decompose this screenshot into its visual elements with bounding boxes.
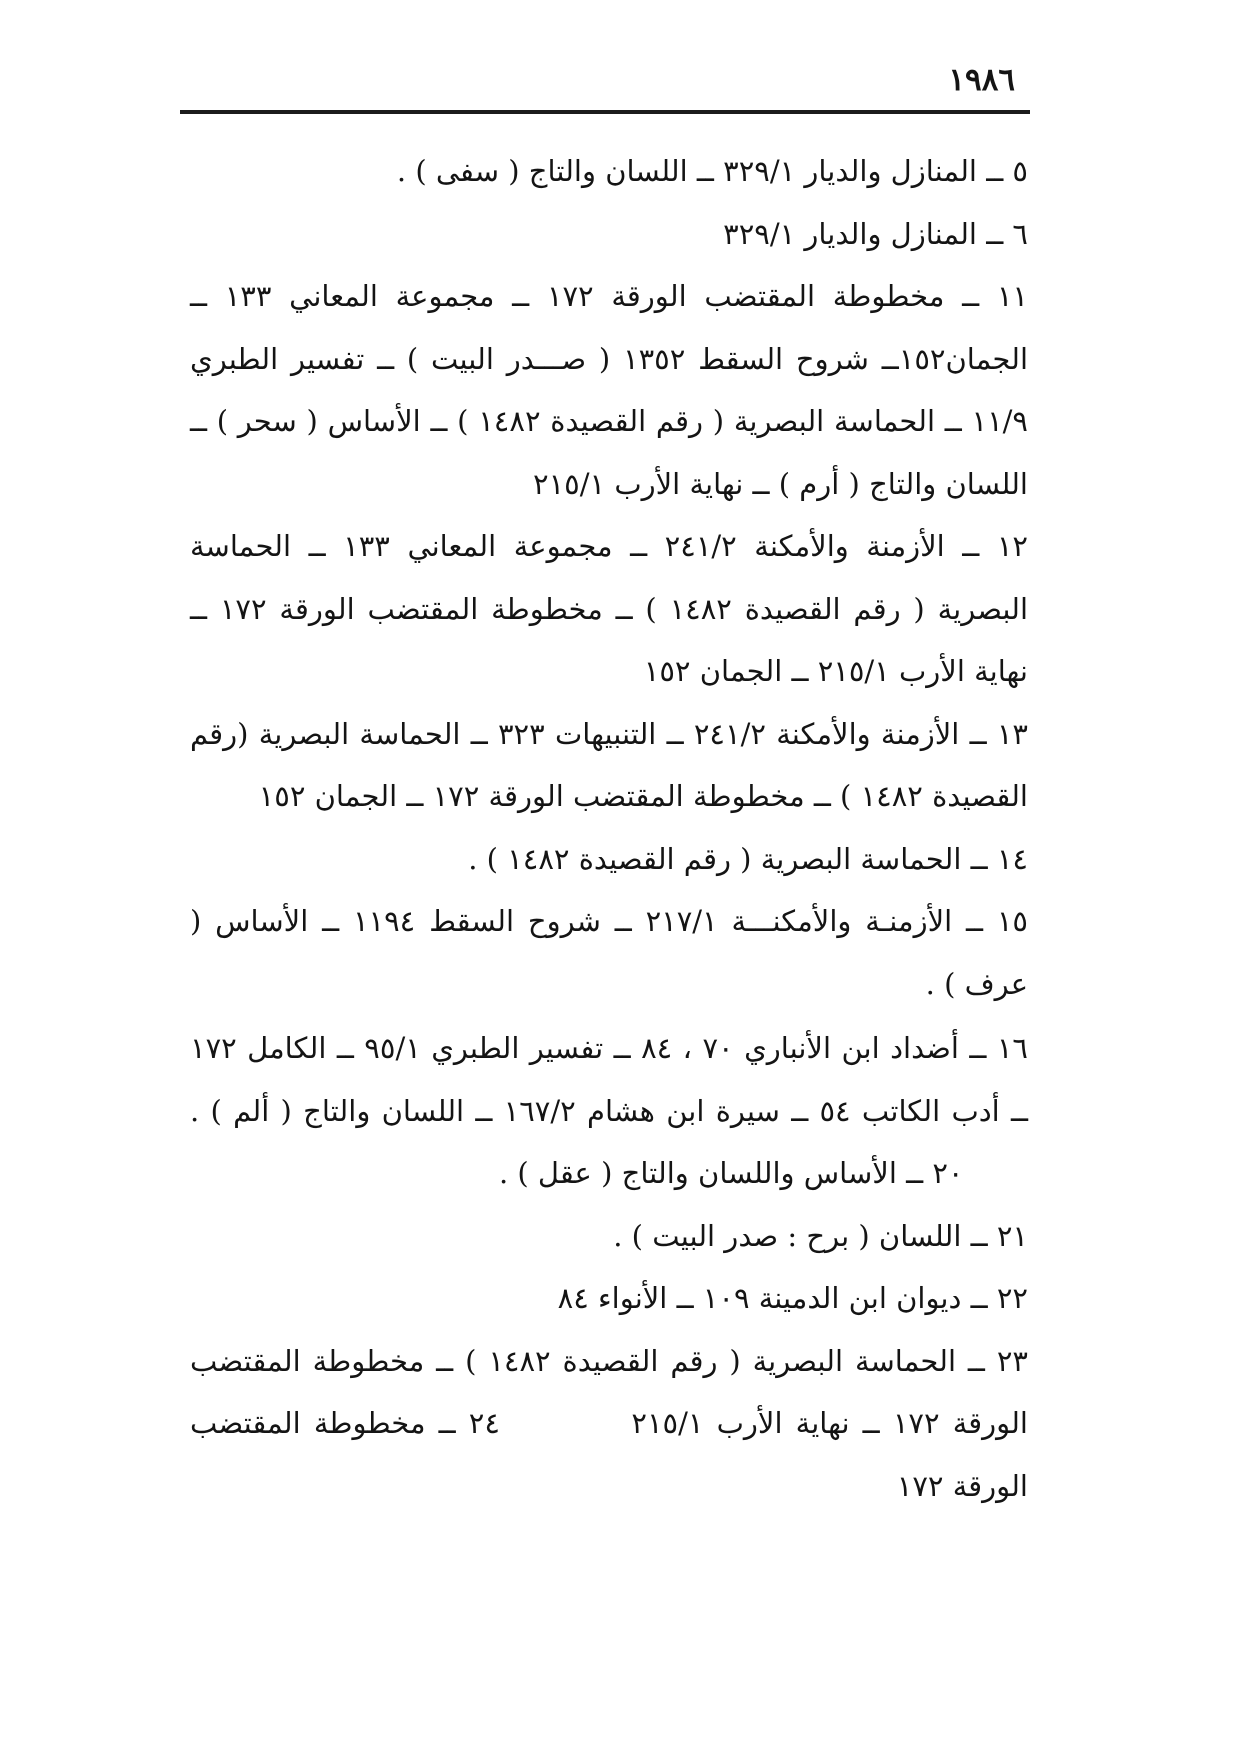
footnotes bbox=[190, 140, 1028, 1517]
footnote-16-text: ١٦ ــ أضداد ابن الأنباري ٧٠ ، ٨٤ ــ تفسير الطبري ٩٥/١ ــ الكامل ١٧٢ ــ أدب الكاتب ٥٤ ــ سيرة ابن هشام ١٦٧/٢ ــ اللسان والتاج ( ألم ) . bbox=[190, 1031, 1029, 1128]
footnote-16 bbox=[190, 1017, 1028, 1205]
header-rule bbox=[180, 110, 1030, 114]
footnote-23 bbox=[190, 1330, 1028, 1518]
footnote-22: ٢٢ ــ ديوان ابن الدمينة ١٠٩ ــ الأنواء ٨٤ bbox=[557, 1281, 1028, 1315]
footnote-23-text: ٢٣ ــ الحماسة البصرية ( رقم القصيدة ١٤٨٢ ) ــ مخطوطة المقتضب الورقة ١٧٢ ــ نهاية الأرب ٢١٥/١ bbox=[190, 1343, 1028, 1440]
footnote-14: ١٤ ــ الحماسة البصرية ( رقم القصيدة ١٤٨٢ ) . bbox=[468, 841, 1028, 876]
footnote-12: ١٢ ــ الأزمنة والأمكنة ٢٤١/٢ ــ مجموعة المعاني ١٣٣ ــ الحماسة البصرية ( رقم القصيدة ١٤٨٢ ) ــ مخطوطة المقتضب الورقة ١٧٢ ــ نهاية الأرب ٢١٥/١ ــ الجمان ١٥٢ bbox=[190, 529, 1028, 688]
footnote-5: ٥ ــ المنازل والديار ٣٢٩/١ ــ اللسان والتاج ( سفى ) . bbox=[396, 154, 1028, 188]
footnote-21: ٢١ ــ اللسان ( برح : صدر البيت ) . bbox=[613, 1218, 1028, 1253]
page-number: ١٩٨٦ bbox=[948, 62, 1015, 98]
footnote-15: ١٥ ــ الأزمنـة والأمكنـــة ٢١٧/١ ــ شروح السقط ١١٩٤ ــ الأساس ( عرف ) . bbox=[190, 904, 1028, 1001]
footnote-24: ٢٤ ــ مخطوطة المقتضب الورقة ١٧٢ bbox=[190, 1406, 1028, 1503]
footnote-13: ١٣ ــ الأزمنة والأمكنة ٢٤١/٢ ــ التنبيهات ٣٢٣ ــ الحماسة البصرية (رقم القصيدة ١٤٨٢ ) ــ مخطوطة المقتضب الورقة ١٧٢ ــ الجمان ١٥٢ bbox=[190, 716, 1028, 813]
footnote-6: ٦ ــ المنازل والديار ٣٢٩/١ bbox=[723, 216, 1028, 251]
footnote-11: ١١ ــ مخطوطة المقتضب الورقة ١٧٢ ــ مجموعة المعاني ١٣٣ ــ الجمان١٥٢ــ شروح السقط ١٣٥٢ ( صـــدر البيت ) ــ تفسير الطبري ١١/٩ ــ الحماسة البصرية ( رقم القصيدة ١٤٨٢ ) ــ الأساس ( سحر ) ــ اللسان والتاج ( أرم ) ــ نهاية الأرب ٢١٥/١ bbox=[190, 279, 1028, 501]
footnote-20: ٢٠ ــ الأساس واللسان والتاج ( عقل ) . bbox=[498, 1156, 964, 1190]
